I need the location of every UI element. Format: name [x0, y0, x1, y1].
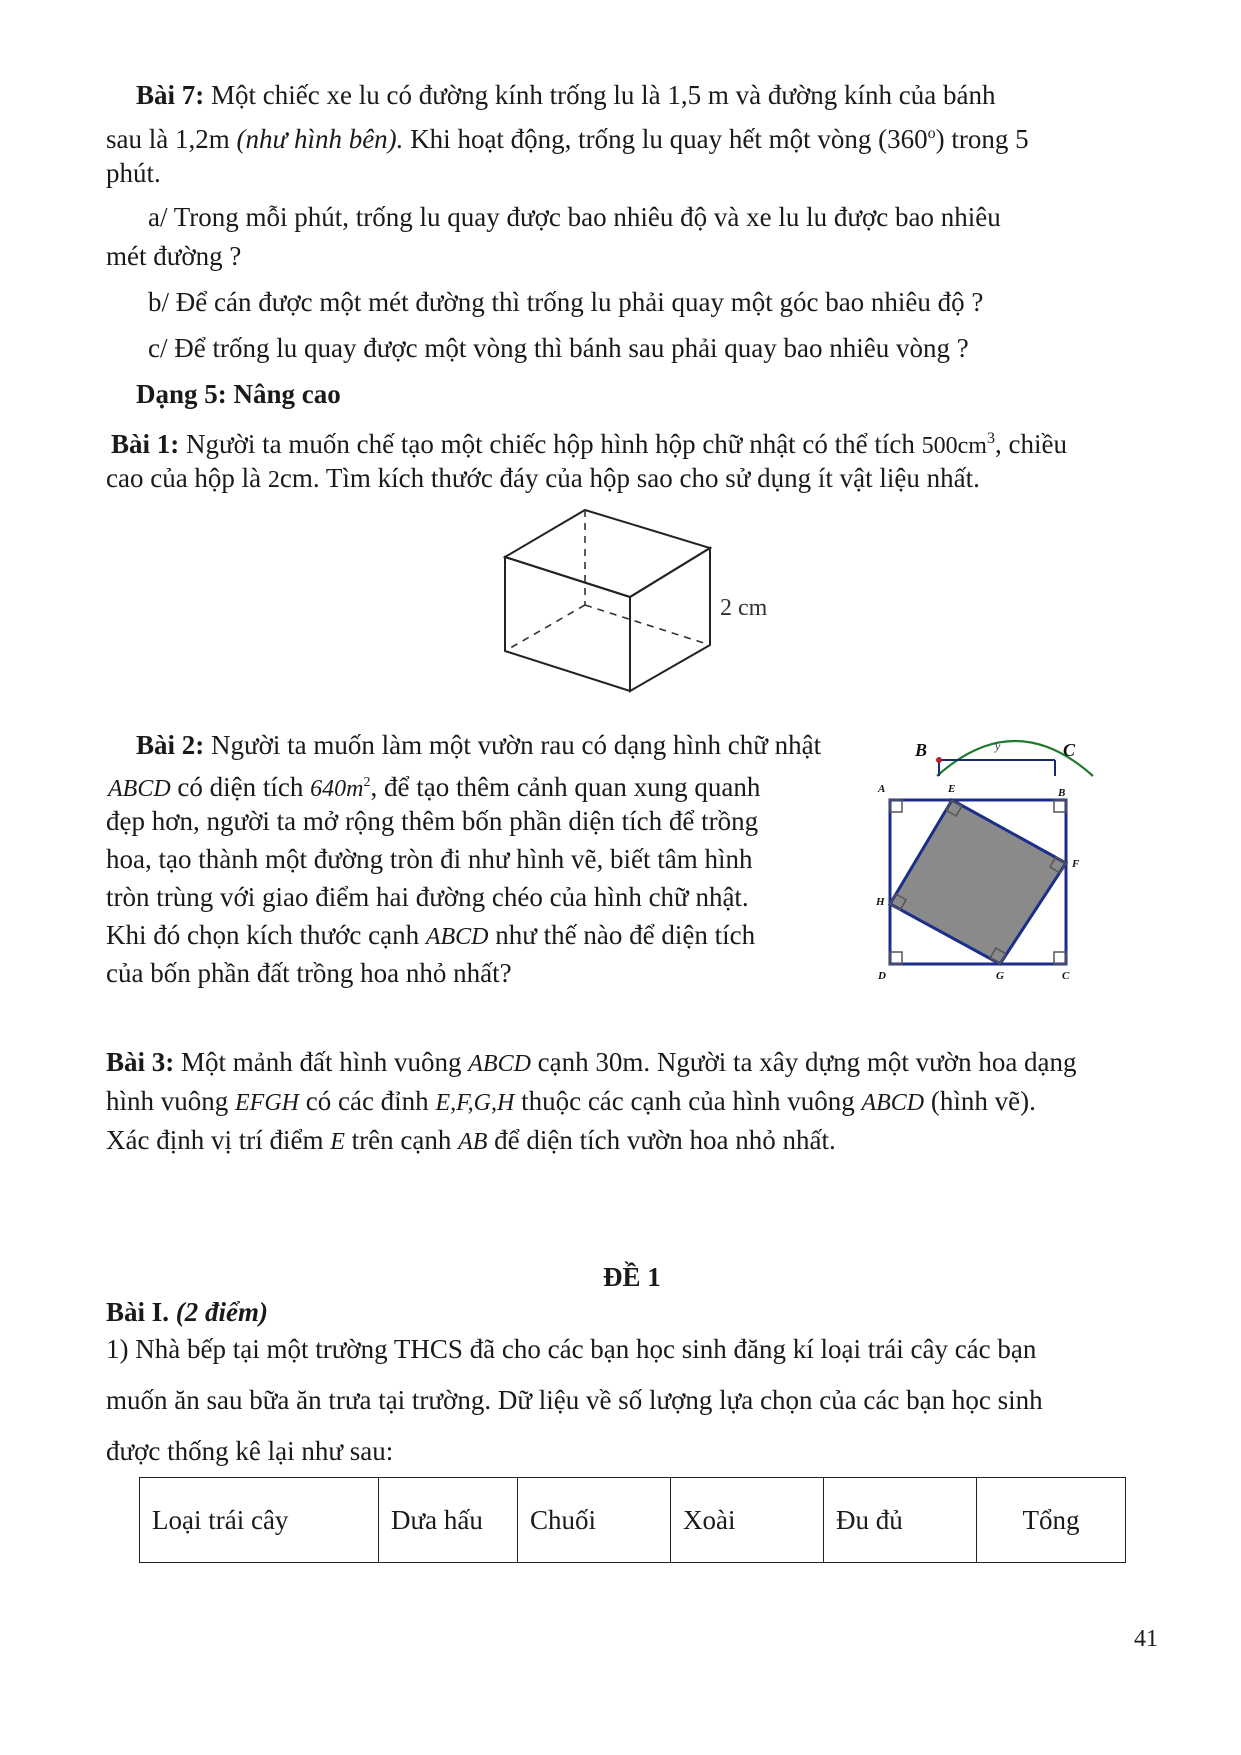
sq-label-a: A [878, 783, 886, 795]
bai2-line-3: đẹp hơn, người ta mở rộng thêm bốn phần diện tích để trồng [106, 806, 759, 836]
de1-paragraph-3: được thống kê lại như sau: [106, 1436, 394, 1466]
bai7-text-2d: ) trong 5 [935, 124, 1029, 154]
bai3-text-1c: cạnh 30m. Người ta xây dựng một vườn hoa dạng [530, 1047, 1077, 1077]
bai3-text-2e: thuộc các cạnh của hình vuông [514, 1086, 862, 1116]
table-cell: Đu đủ [824, 1478, 977, 1563]
sq-label-f: F [1072, 858, 1080, 870]
de1-paragraph-1: 1) Nhà bếp tại một trường THCS đã cho các bạn học sinh đăng kí loại trái cây các bạn [106, 1334, 1037, 1364]
square-figure [870, 780, 1090, 985]
bai3-efgh: EFGH [235, 1090, 299, 1116]
bai2-text-2c: , để tạo thêm cảnh quan xung quanh [370, 772, 761, 802]
label-c: C [1063, 740, 1076, 760]
bai-i-points: (2 điểm) [169, 1297, 269, 1327]
bai7-question-a-2: mét đường ? [106, 241, 242, 271]
sq-label-h: H [876, 896, 885, 908]
right-angle-d [890, 952, 902, 964]
bai7-text-2b: (như hình bên). [236, 124, 404, 154]
table-cell: Tổng [977, 1478, 1126, 1563]
bai2-text-6a: Khi đó chọn kích thước cạnh [106, 920, 426, 950]
box-hidden-edge-left [505, 605, 585, 651]
bai1-height: 2 [267, 467, 280, 493]
bai3-line-2 [106, 1082, 1036, 1122]
bai7-line-2 [106, 115, 1029, 158]
bai1-text-1b: , chiều [994, 429, 1067, 459]
exam-title: ĐỀ 1 [603, 1262, 661, 1292]
right-angle-c [1054, 952, 1066, 964]
bai3-label: Bài 3: [106, 1047, 175, 1077]
sq-label-c: C [1062, 970, 1070, 982]
bai1-label: Bài 1: [111, 429, 180, 459]
bai3-text-2g: (hình vẽ). [924, 1086, 1036, 1116]
bai3-point-e: E [330, 1129, 345, 1155]
bai2-line-7: của bốn phần đất trồng hoa nhỏ nhất? [106, 958, 512, 988]
page-number: 41 [1134, 1626, 1158, 1652]
right-angle-a [890, 800, 902, 812]
table-cell: Dưa hấu [379, 1478, 518, 1563]
bai7-question-b: b/ Để cán được một mét đường thì trống lu phải quay một góc bao nhiêu độ ? [148, 287, 984, 317]
bai1-volume-sup: 3 [986, 430, 995, 447]
bai2-abcd: ABCD [108, 776, 171, 802]
bai2-label: Bài 2: [136, 730, 205, 760]
bai3-line-1 [106, 1043, 1077, 1083]
label-y: y [995, 739, 1001, 753]
bai2-area: 640m [310, 776, 364, 802]
fruit-table [139, 1477, 1126, 1563]
bai7-question-c: c/ Để trống lu quay được một vòng thì bánh sau phải quay bao nhiêu vòng ? [148, 333, 969, 363]
box-figure [495, 505, 815, 700]
bai7-text-1: Một chiếc xe lu có đường kính trống lu là 1,5 m và đường kính của bánh [211, 80, 996, 110]
box-hidden-edge-right [585, 605, 710, 645]
sq-label-e: E [948, 783, 956, 795]
box-height-label: 2 cm [720, 595, 768, 621]
point-b [936, 757, 942, 763]
bai1-line-2 [106, 459, 980, 499]
de1-paragraph-2: muốn ăn sau bữa ăn trưa tại trường. Dữ liệu về số lượng lựa chọn của các bạn học sinh [106, 1385, 1043, 1415]
bai3-text-2a: hình vuông [106, 1086, 236, 1116]
box-right-face [630, 548, 710, 691]
bai7-line-1 [136, 76, 995, 114]
right-angle-b [1054, 800, 1066, 812]
table-cell: Xoài [671, 1478, 824, 1563]
sq-label-b: B [1058, 787, 1066, 799]
bai3-ab: AB [458, 1129, 488, 1155]
bai3-text-3e: để diện tích vườn hoa nhỏ nhất. [487, 1125, 836, 1155]
degree-sup: o [927, 125, 936, 142]
bai3-abcd: ABCD [468, 1051, 531, 1077]
bai2-line-6 [106, 916, 755, 956]
bai-i-heading [106, 1293, 268, 1331]
section-title-dang5: Dạng 5: Nâng cao [136, 379, 341, 409]
bai1-text-1a: Người ta muốn chế tạo một chiếc hộp hình hộp chữ nhật có thể tích [179, 429, 922, 459]
bai1-text-2b: cm. Tìm kích thước đáy của hộp sao cho sử dụng ít vật liệu nhất. [279, 463, 980, 493]
table-cell: Loại trái cây [140, 1478, 379, 1563]
bai7-question-a-1: a/ Trong mỗi phút, trống lu quay được bao nhiêu độ và xe lu lu được bao nhiêu [148, 202, 1001, 232]
bai2-line-1 [136, 726, 821, 764]
bai1-text-2a: cao của hộp là [106, 463, 268, 493]
bai2-line-5: tròn trùng với giao điểm hai đường chéo của hình chữ nhật. [106, 882, 749, 912]
bai7-text-2c: Khi hoạt động, trống lu quay hết một vòng (360 [403, 124, 928, 154]
square-efgh [890, 800, 1066, 964]
bai2-text-2b: có diện tích [170, 772, 311, 802]
bai1-volume: 500cm [921, 433, 987, 459]
bai3-text-1a: Một mảnh đất hình vuông [174, 1047, 469, 1077]
bai7-line-3: phút. [106, 158, 161, 188]
bai3-line-3 [106, 1121, 836, 1161]
bai3-vertices: E,F,G,H [435, 1090, 515, 1116]
bai2-area-sup: 2 [363, 775, 371, 790]
box-top-face [505, 510, 710, 597]
arc-figure [915, 718, 1095, 780]
bai3-text-3c: trên cạnh [344, 1125, 459, 1155]
sq-label-d: D [878, 970, 886, 982]
table-row [140, 1478, 1126, 1563]
bai2-line-4: hoa, tạo thành một đường tròn đi như hình vẽ, biết tâm hình [106, 844, 753, 874]
bai3-abcd-2: ABCD [861, 1090, 925, 1116]
bai3-text-2c: có các đỉnh [299, 1086, 436, 1116]
bai7-text-2a: sau là 1,2m [106, 124, 237, 154]
label-b: B [915, 740, 928, 760]
table-cell: Chuối [518, 1478, 671, 1563]
bai2-text-6c: như thế nào để diện tích [488, 920, 756, 950]
bai7-label: Bài 7: [136, 80, 205, 110]
sq-label-g: G [996, 970, 1004, 982]
bai3-text-3a: Xác định vị trí điểm [106, 1125, 331, 1155]
bai2-abcd-2: ABCD [425, 924, 489, 950]
bai-i-label: Bài I. [106, 1297, 170, 1327]
bai2-text-1: Người ta muốn làm một vườn rau có dạng hình chữ nhật [204, 730, 822, 760]
